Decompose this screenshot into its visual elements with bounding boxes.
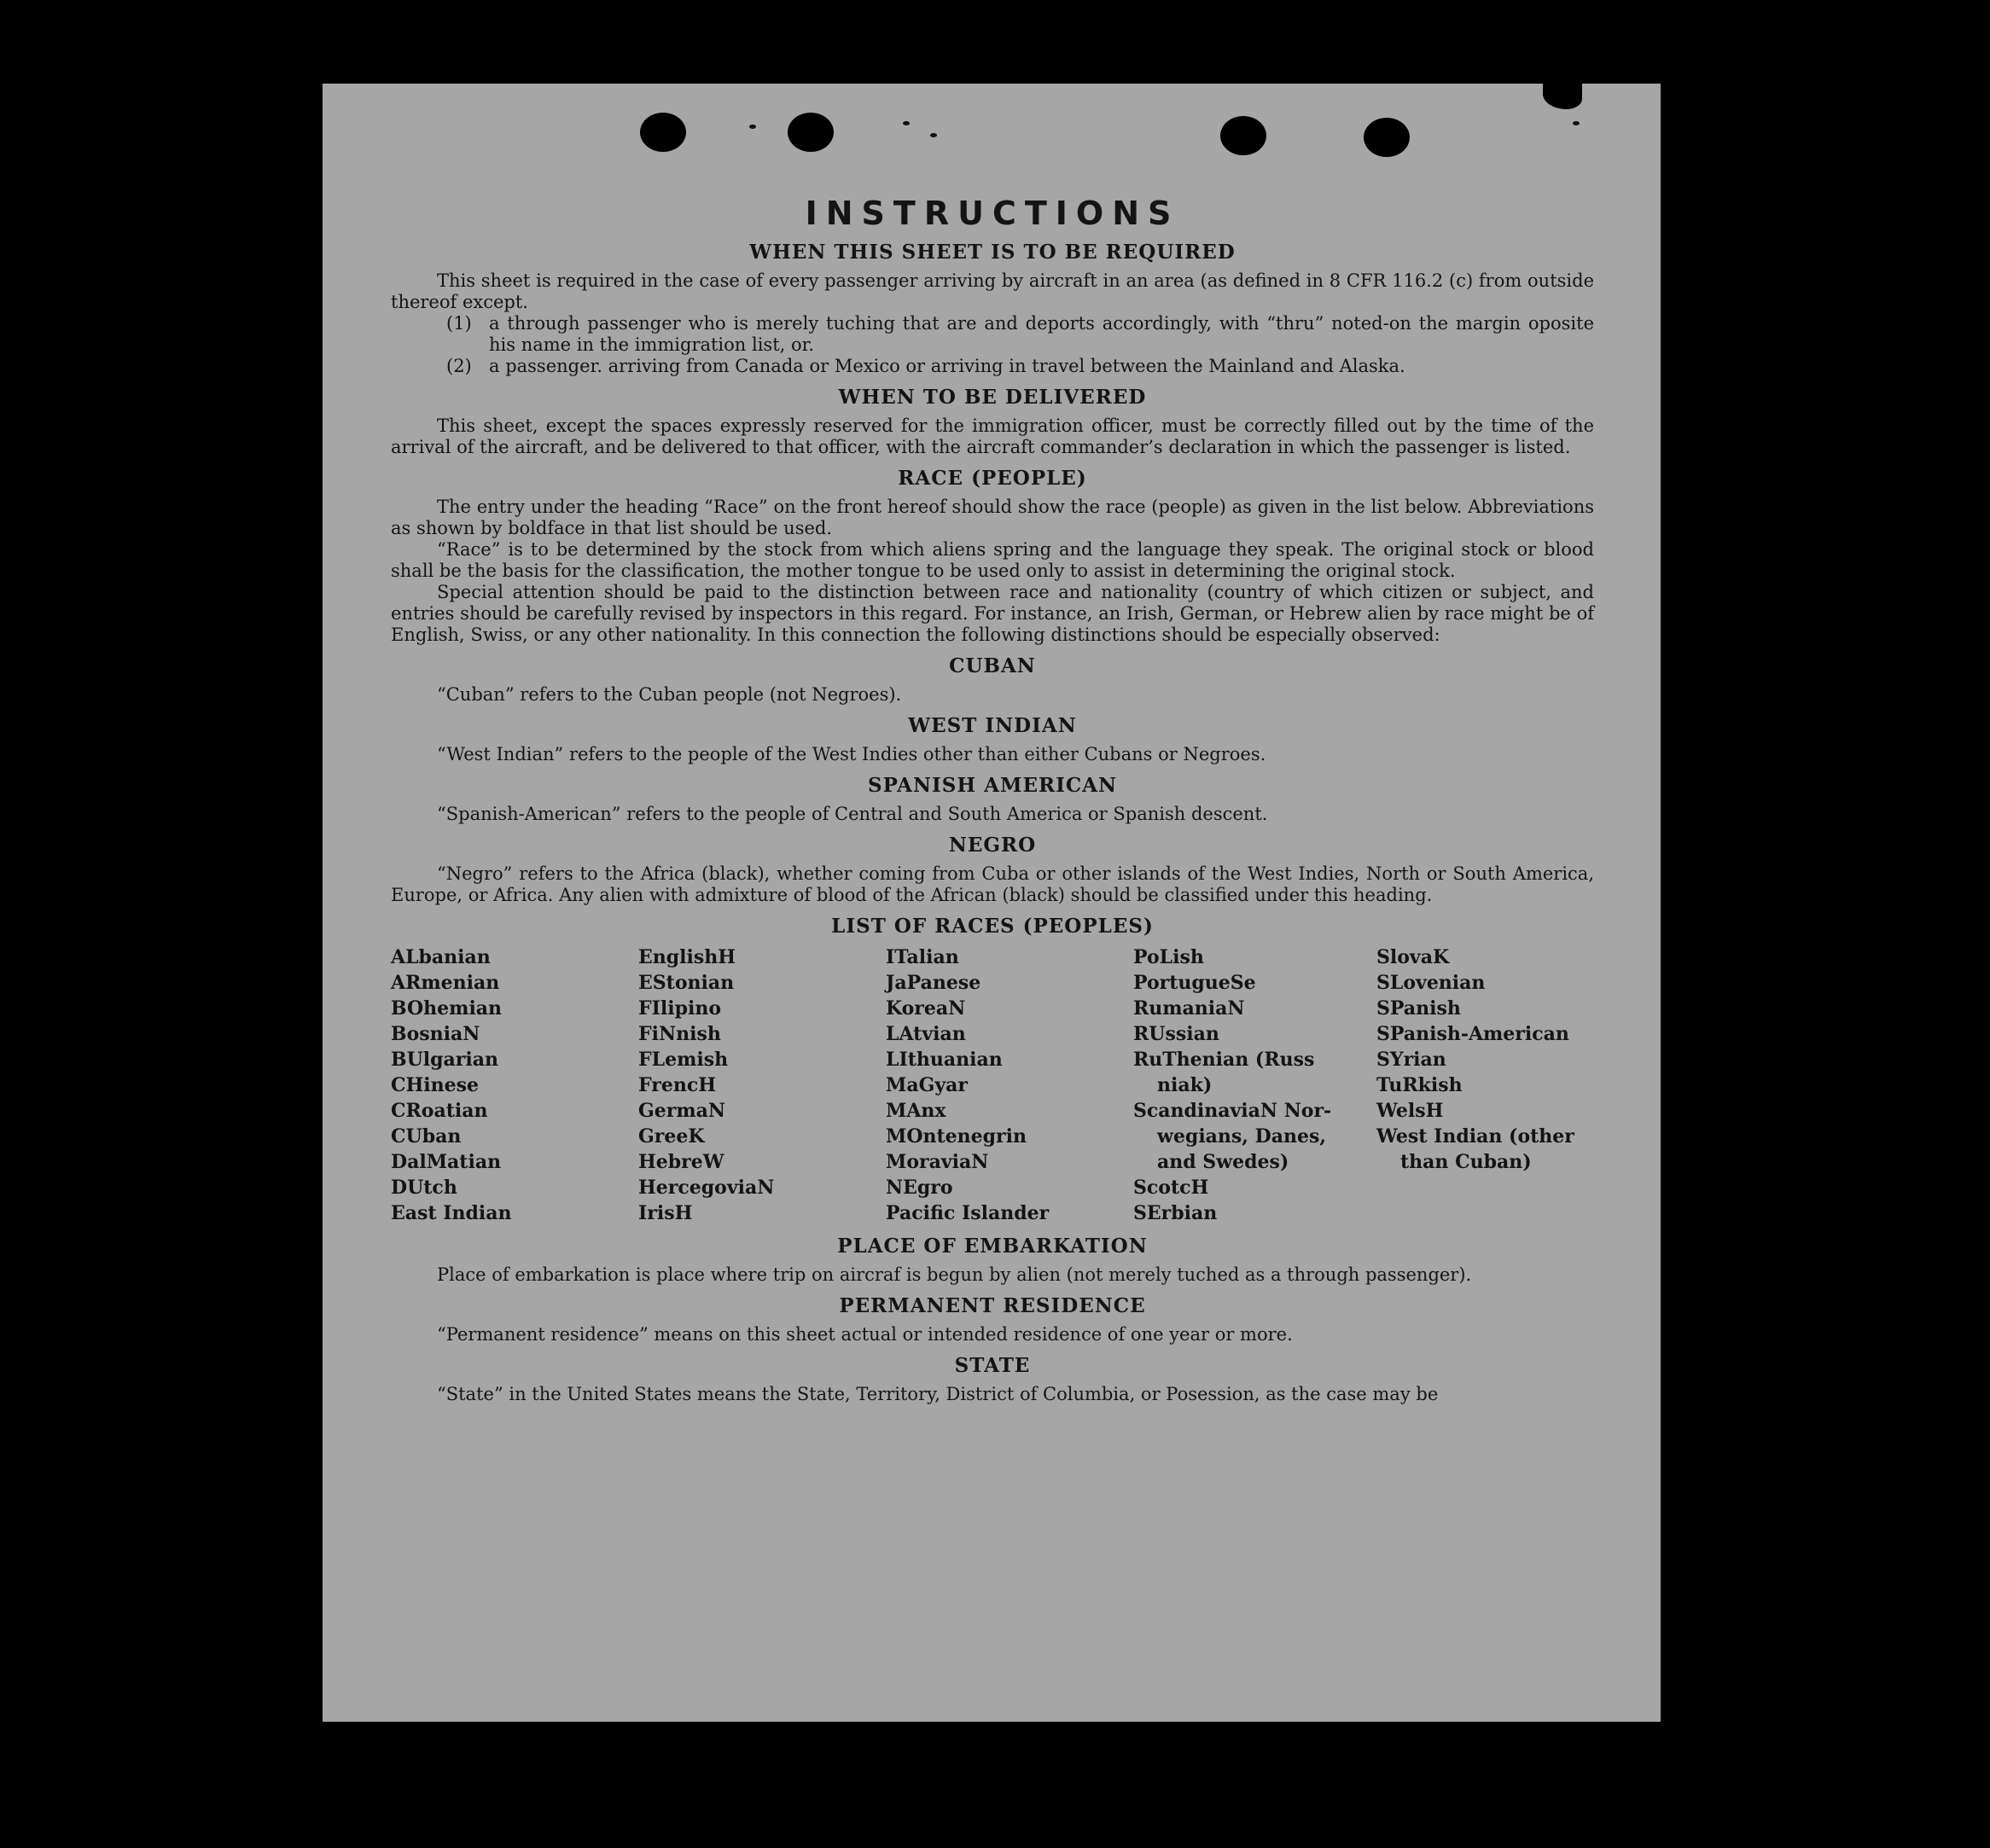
item-number: (2) — [446, 356, 472, 376]
races-column-5 — [1376, 944, 1594, 1226]
punch-hole — [1220, 116, 1266, 155]
race-item-continuation: and Swedes) — [1157, 1151, 1289, 1173]
race-item: DUtch — [391, 1177, 457, 1199]
section-heading-race: RACE (PEOPLE) — [898, 467, 1087, 490]
section-heading-list-of-races: LIST OF RACES (PEOPLES) — [831, 915, 1154, 938]
race-item: DalMatian — [391, 1151, 502, 1173]
document-sheet — [323, 84, 1661, 1722]
cuban-text: “Cuban” refers to the Cuban people (not Negroes). — [437, 684, 902, 705]
section-heading-spanish-american: SPANISH AMERICAN — [867, 774, 1118, 797]
race-item: BUlgarian — [391, 1049, 498, 1071]
section-heading-residence: PERMANENT RESIDENCE — [839, 1294, 1146, 1317]
race-item: SErbian — [1133, 1202, 1218, 1224]
section-heading-embarkation: PLACE OF EMBARKATION — [837, 1235, 1148, 1258]
race-item: ARmenian — [391, 972, 500, 994]
race-item: ITalian — [886, 946, 959, 968]
section-heading-state: STATE — [954, 1354, 1031, 1377]
races-column-2 — [638, 944, 886, 1226]
race-paragraph-3: Special attention should be paid to the distinction between race and nationality (country of which citizen or subject, and entries should be carefully revised by inspectors in this regard. For instance, an Irish, German, or Hebrew alien by race might be of English, Swiss, or any other nationality. In this connection the following distinctions should be especially observed: — [391, 582, 1594, 645]
race-item: CRoatian — [391, 1100, 488, 1122]
race-item: SLovenian — [1376, 972, 1486, 994]
race-item: CHinese — [391, 1074, 480, 1096]
punch-hole — [788, 113, 834, 152]
race-item: IrisH — [638, 1202, 693, 1224]
race-item: KoreaN — [886, 997, 966, 1020]
race-item: SlovaK — [1376, 946, 1450, 968]
delivered-text: This sheet, except the spaces expressly reserved for the immigration officer, must be correctly filled out by the time of the arrival of the aircraft, and be delivered to that officer, with the aircraft commander’s declaration in which the passenger is listed. — [391, 416, 1594, 457]
race-item: ScandinaviaN Nor- — [1133, 1100, 1332, 1122]
state-text: “State” in the United States means the State, Territory, District of Columbia, or Posession, as the case may be — [437, 1384, 1439, 1404]
page-title: INSTRUCTIONS — [805, 195, 1180, 232]
race-item: GermaN — [638, 1100, 726, 1122]
race-item: JaPanese — [886, 972, 981, 994]
residence-text: “Permanent residence” means on this sheet actual or intended residence of one year or more. — [437, 1324, 1293, 1345]
race-item-continuation: niak) — [1157, 1074, 1213, 1096]
race-item: HercegoviaN — [638, 1177, 775, 1199]
speck — [930, 133, 937, 137]
item-text: a passenger. arriving from Canada or Mexico or arriving in travel between the Mainland and Alaska. — [489, 356, 1405, 376]
race-item: ALbanian — [391, 946, 491, 968]
race-item: RuThenian (Russ — [1133, 1049, 1315, 1071]
required-intro: This sheet is required in the case of every passenger arriving by aircraft in an area (as defined in 8 CFR 116.2 (c) from outside thereof except. — [391, 270, 1594, 312]
race-item: SPanish — [1376, 997, 1461, 1020]
spanish-american-text: “Spanish-American” refers to the people of Central and South America or Spanish descent. — [437, 804, 1268, 824]
race-item: SYrian — [1376, 1049, 1446, 1071]
required-item-2 — [391, 356, 1594, 377]
races-column-1 — [391, 944, 638, 1226]
races-column-4 — [1133, 944, 1376, 1226]
speck — [749, 125, 756, 129]
section-heading-delivered: WHEN TO BE DELIVERED — [838, 386, 1147, 409]
item-number: (1) — [446, 313, 472, 334]
race-item: ScotcH — [1133, 1177, 1209, 1199]
race-paragraph-2: “Race” is to be determined by the stock from which aliens spring and the language they speak. The original stock or blood shall be the basis for the classification, the mother tongue to be used only to assist in determining the original stock. — [391, 539, 1594, 581]
race-item: SPanish-American — [1376, 1023, 1569, 1045]
race-item: FIlipino — [638, 997, 722, 1020]
race-item: CUban — [391, 1125, 462, 1148]
west-indian-text: “West Indian” refers to the people of the West Indies other than either Cubans or Negroes. — [437, 744, 1266, 764]
speck — [903, 121, 910, 125]
race-item: EStonian — [638, 972, 735, 994]
race-item: RumaniaN — [1133, 997, 1245, 1020]
races-list — [391, 944, 1594, 1226]
race-item: RUssian — [1133, 1023, 1219, 1045]
races-column-3 — [886, 944, 1133, 1226]
race-item: TuRkish — [1376, 1074, 1463, 1096]
race-item: MAnx — [886, 1100, 946, 1122]
race-item: PortugueSe — [1133, 972, 1256, 994]
section-heading-cuban: CUBAN — [949, 654, 1036, 677]
race-paragraph-1: The entry under the heading “Race” on the front hereof should show the race (people) as given in the list below. Abbreviations as shown by boldface in that list should be used. — [391, 497, 1594, 538]
race-item: HebreW — [638, 1151, 724, 1173]
punch-hole — [1364, 118, 1410, 157]
race-item: Pacific Islander — [886, 1202, 1050, 1224]
race-item: MOntenegrin — [886, 1125, 1027, 1148]
race-item: FLemish — [638, 1049, 729, 1071]
race-item: WelsH — [1376, 1100, 1444, 1122]
section-heading-negro: NEGRO — [948, 834, 1037, 857]
race-item: NEgro — [886, 1177, 953, 1199]
race-item: East Indian — [391, 1202, 512, 1224]
race-item: MaGyar — [886, 1074, 969, 1096]
race-item: GreeK — [638, 1125, 705, 1148]
race-item: LAtvian — [886, 1023, 966, 1045]
race-item: LIthuanian — [886, 1049, 1003, 1071]
section-heading-required: WHEN THIS SHEET IS TO BE REQUIRED — [749, 241, 1236, 264]
section-heading-west-indian: WEST INDIAN — [908, 714, 1077, 737]
punch-hole — [640, 113, 686, 152]
race-item-continuation: than Cuban) — [1400, 1151, 1532, 1173]
instructions-content — [391, 195, 1594, 1405]
race-item: EnglishH — [638, 946, 736, 968]
speck — [1573, 121, 1580, 125]
race-item-continuation: wegians, Danes, — [1157, 1125, 1326, 1148]
race-item: PoLish — [1133, 946, 1204, 968]
required-item-1 — [391, 313, 1594, 356]
race-item: FiNnish — [638, 1023, 721, 1045]
race-item: BOhemian — [391, 997, 503, 1020]
race-item: MoraviaN — [886, 1151, 989, 1173]
race-item: FrencH — [638, 1074, 716, 1096]
race-item: BosniaN — [391, 1023, 480, 1045]
race-item: West Indian (other — [1376, 1125, 1574, 1148]
item-text: a through passenger who is merely tuching that are and deports accordingly, with “thru” noted-on the margin oposite his name in the immigration list, or. — [489, 313, 1594, 355]
embarkation-text: Place of embarkation is place where trip on aircraf is begun by alien (not merely tuched as a through passenger). — [437, 1264, 1472, 1285]
negro-text: “Negro” refers to the Africa (black), whether coming from Cuba or other islands of the West Indies, North or South America, Europe, or Africa. Any alien with admixture of blood of the African (black) should be classified under this heading. — [391, 863, 1594, 905]
torn-corner — [1543, 84, 1582, 109]
